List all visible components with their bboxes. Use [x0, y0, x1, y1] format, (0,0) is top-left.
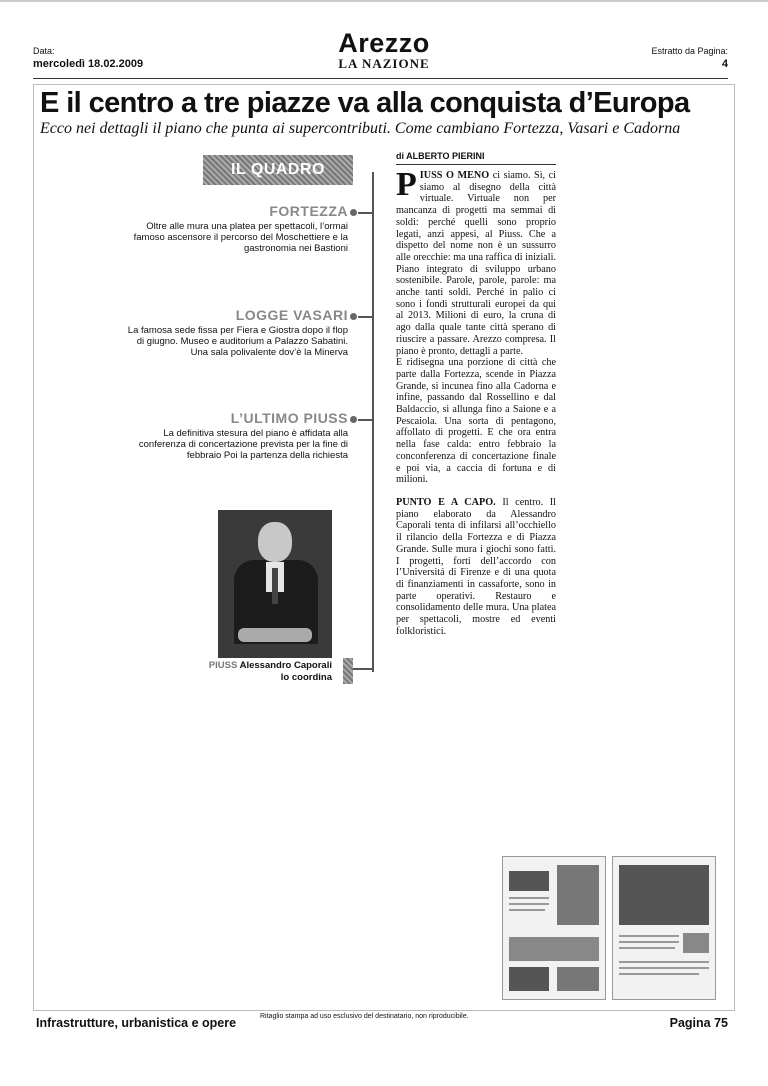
paragraph-1-text: ci siamo. Sì, ci siamo al disegno della città virtuale. Virtuale non per mancanza di progetti ma semmai di soldi: perché quelli sono proprio legati, anzi appesi, al Piuss. Che a dispetto del nome non è un sussurro alle orecchie: ma una raffica di iniziali. Piano integrato di sviluppo urbano sostenibile. Parole, parole, parole: ma anche tanti soldi. Perché in palio ci sono i fondi strutturali europei da qui al 2013. Milioni di euro, la cruna di ago dalla quale tante città sperano di riuscire a passare. Arezzo compresa. Il piano è pronto, dettagli a parte.	[396, 170, 556, 357]
section-body: La famosa sede fissa per Fiera e Giostra dopo il flop di giugno. Museo e auditorium a Palazzo Sabatini. Una sala polivalente dov’è la Minerva	[127, 325, 348, 359]
caption-key: PIUSS	[208, 660, 238, 671]
section-body: Oltre alle mura una platea per spettacoli, l’ormai famoso ascensore il percorso del Moschettiere e la gastronomia nei Bastioni	[133, 221, 348, 255]
paragraph-3	[396, 497, 556, 637]
paragraph-2: E ridisegna una porzione di città che parte dalla Fortezza, scende in Piazza Grande, si incunea fino alla Cadorna e infine, passando dal Rossellino e dal Baldaccio, si allunga fino a Saione e a Pescaiola. Una sorta di pentagono, affollato di progetti. E che ora entra nella fase calda: entro febbraio la conconferenza di concertazione finale e poi via, a caccia di fortuna e di milioni.	[396, 357, 556, 486]
connector-tick	[358, 212, 372, 214]
lead-in: IUSS O MENO	[419, 170, 490, 181]
portrait-photo	[218, 510, 332, 658]
bullet-dot	[350, 209, 357, 216]
byline: di ALBERTO PIERINI	[396, 151, 485, 161]
sidebar-section-ultimo-piuss	[118, 410, 348, 462]
page-number: 4	[721, 58, 728, 70]
paragraph-3-text: Il centro. Il piano elaborato da Alessandro Caporali tenta di infilarsi all’occhiello il rilancio della Fortezza e di Piazza Grande. Sulle mura i giochi sono fatti. I progetti, forti dell’accordo con l’Universitá di Firenze e di una quota di finanziamenti in cassaforte, sono in parte operativi. Restauro e consolidamento delle mura. Una platea per spettacoli, mostre ed eventi folkloristici.	[396, 496, 556, 637]
date-value: mercoledì 18.02.2009	[33, 58, 144, 70]
footer-page: Pagina 75	[669, 1016, 728, 1030]
byline-rule	[396, 164, 556, 165]
footer-notice: Ritaglio stampa ad uso esclusivo del destinatario, non riproducibile.	[260, 1013, 469, 1020]
sidebar-section-fortezza	[118, 203, 348, 255]
paragraph-1	[396, 166, 556, 357]
scan-edge	[0, 0, 768, 2]
photo-hands	[238, 628, 312, 642]
header-rule	[33, 78, 728, 79]
page-thumbnail-1	[502, 856, 606, 1000]
section-title: L’ULTIMO PIUSS	[230, 410, 348, 426]
photo-tie	[272, 568, 278, 604]
article-body	[396, 166, 556, 637]
connector-tick	[358, 419, 372, 421]
connector-tick	[358, 316, 372, 318]
page-block	[651, 46, 728, 70]
section-title: LOGGE VASARI	[235, 307, 348, 323]
connector-bottom	[353, 668, 373, 670]
newspaper-name: LA NAZIONE	[338, 56, 430, 71]
bullet-dot	[350, 416, 357, 423]
sidebar-banner: IL QUADRO	[203, 155, 353, 185]
date-label: Data:	[33, 46, 55, 56]
lead-in-2: PUNTO E A CAPO.	[396, 496, 496, 508]
sidebar-connector-line	[372, 172, 374, 672]
section-title: FORTEZZA	[269, 203, 348, 219]
sidebar-end-marker	[343, 658, 353, 684]
sidebar-section-logge-vasari	[118, 307, 348, 359]
subheadline: Ecco nei dettagli il piano che punta ai supercontributi. Come cambiano Fortezza, Vasari e Cadorna	[40, 120, 681, 137]
caption-text: Alessandro Caporali lo coordina	[239, 660, 332, 683]
page-thumbnail-2	[612, 856, 716, 1000]
section-body: La definitiva stesura del piano è affidata alla conferenza di concertazione prevista per la fine di febbraio Poi la partenza della richiesta	[138, 428, 348, 462]
photo-caption	[200, 660, 332, 684]
page-label: Estratto da Pagina:	[651, 46, 728, 56]
city-name: Arezzo	[338, 28, 430, 58]
drop-cap: P	[396, 166, 417, 203]
headline: E il centro a tre piazze va alla conquista d’Europa	[40, 87, 690, 119]
bullet-dot	[350, 313, 357, 320]
photo-face	[258, 522, 292, 562]
footer-topic: Infrastrutture, urbanistica e opere	[36, 1016, 237, 1030]
